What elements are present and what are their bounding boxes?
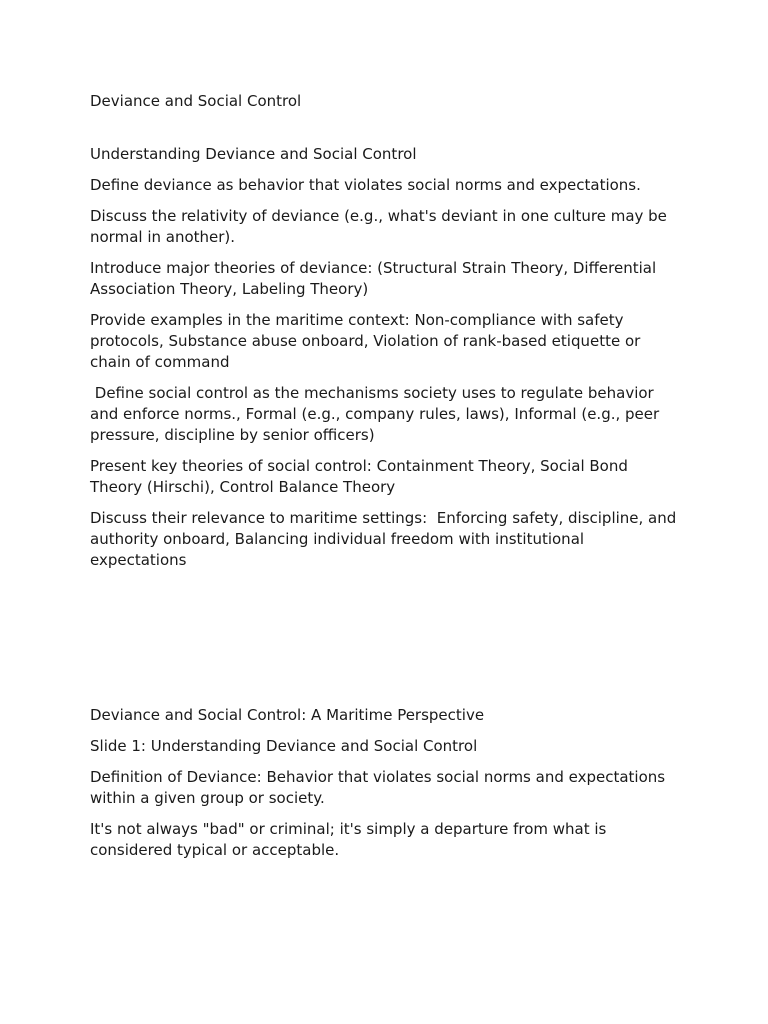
paragraph: Introduce major theories of deviance: (Structural Strain Theory, Differential Association Theory, Labeling Theory) [90, 259, 661, 298]
document-title: Deviance and Social Control [90, 92, 302, 110]
paragraph: Define deviance as behavior that violates social norms and expectations. [90, 176, 641, 194]
slide-title: Slide 1: Understanding Deviance and Social Control [90, 737, 478, 755]
paragraph: Discuss the relativity of deviance (e.g., what's deviant in one culture may be normal in another). [90, 207, 672, 246]
paragraph: Provide examples in the maritime context: Non-compliance with safety protocols, Substance abuse onboard, Violation of rank-based etiquette or chain of command [90, 311, 646, 371]
paragraph: It's not always "bad" or criminal; it's simply a departure from what is considered typical or acceptable. [90, 820, 612, 859]
paragraph: Present key theories of social control: Containment Theory, Social Bond Theory (Hirschi), Control Balance Theory [90, 457, 633, 496]
paragraph: Define social control as the mechanisms society uses to regulate behavior and enforce norms., Formal (e.g., company rules, laws), Informal (e.g., peer pressure, discipline by senior officers) [90, 384, 664, 444]
spacer [90, 122, 680, 144]
spacer [90, 581, 680, 705]
document-page [90, 91, 680, 871]
paragraph: Definition of Deviance: Behavior that violates social norms and expectations within a given group or society. [90, 768, 670, 807]
section-heading: Deviance and Social Control: A Maritime Perspective [90, 706, 485, 724]
section-heading: Understanding Deviance and Social Control [90, 145, 417, 163]
paragraph: Discuss their relevance to maritime settings: Enforcing safety, discipline, and authority onboard, Balancing individual freedom with institutional expectations [90, 509, 682, 569]
